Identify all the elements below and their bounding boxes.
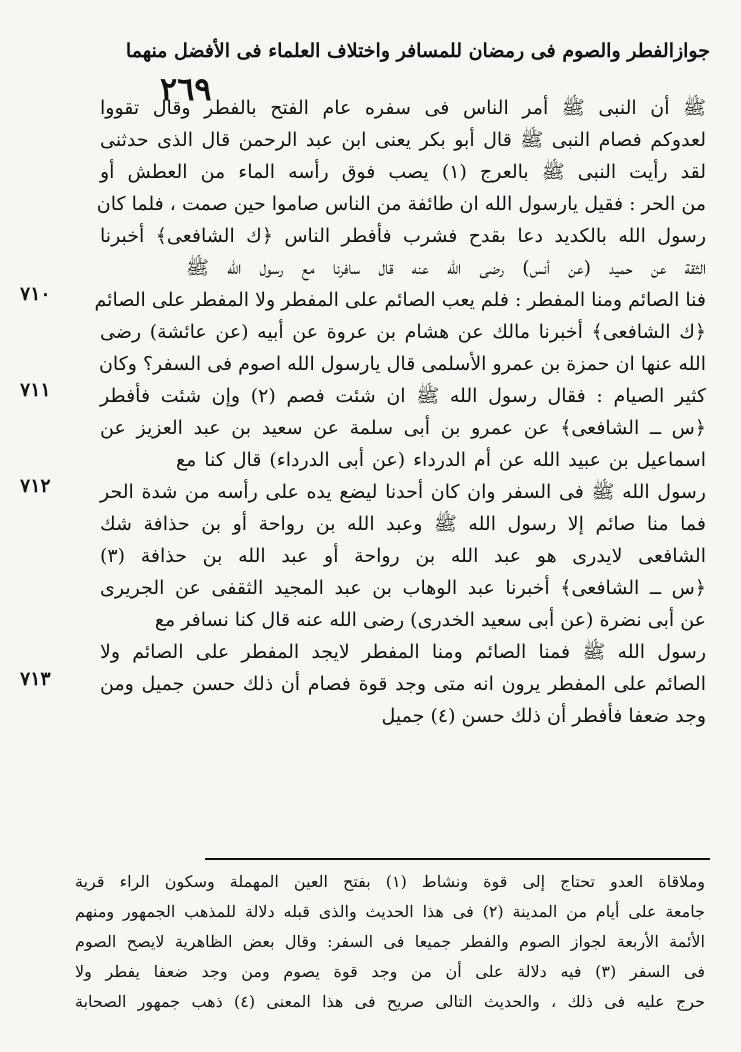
text-line: الشافعى لايدرى هو عبد الله بن رواحة أو عبد الله بن حذافة (٣) — [100, 545, 706, 567]
hadith-number: ٧١٣ — [20, 668, 51, 690]
footnote-divider — [205, 858, 710, 860]
hadith-number: ٧١١ — [20, 379, 51, 401]
text-line: اسماعيل بن عبيد الله عن أم الدرداء (عن أبى الدرداء) قال كنا مع — [176, 449, 706, 471]
footnote-line: وملاقاة العدو تحتاج إلى قوة ونشاط (١) بفتح العين المهملة وسكون الراء قرية — [75, 872, 706, 891]
text-line: لقد رأيت النبى ﷺ بالعرج (١) يصب فوق رأسه الماء من العطش أو — [100, 161, 706, 183]
text-line: رسول الله ﷺ فمنا الصائم ومنا المفطر لايجد المفطر على الصائم ولا — [100, 641, 706, 663]
footnote-line: حرج عليه فى ذلك ، والحديث التالى صريح فى هذا المعنى (٤) ذهب جمهور الصحابة — [75, 992, 705, 1011]
text-line: ﷺ أن النبى ﷺ أمر الناس فى سفره عام الفتح بالفطر وقال تقووا — [100, 97, 706, 119]
hadith-number: ٧١٢ — [20, 475, 51, 497]
text-line: الصائم على المفطر يرون انه متى وجد قوة فصام أن ذلك حسن جميل ومن — [100, 673, 706, 695]
hadith-number: ٧١٠ — [20, 283, 51, 305]
text-line: كثير الصيام : فقال رسول الله ﷺ ان شئت فصم (٢) وإن شئت فأفطر — [100, 385, 706, 407]
text-line: ﴿ك الشافعى﴾ أخبرنا مالك عن هشام بن عروة عن أبيه (عن عائشة) رضى — [100, 321, 706, 343]
page-number: ٢٦٩ — [160, 70, 212, 108]
text-line: الثقة عن حميد (عن أنس) رضى الله عنه قال سافرنا مع رسول الله ﷺ — [186, 257, 706, 279]
running-title: جوازالفطر والصوم فى رمضان للمسافر واختلاف العلماء فى الأفضل منهما — [125, 40, 710, 62]
text-line: رسول الله بالكديد دعا بقدح فشرب فأفطر الناس ﴿ك الشافعى﴾ أخبرنا — [100, 225, 706, 247]
text-line: عن أبى نضرة (عن أبى سعيد الخدرى) رضى الله عنه قال كنا نسافر مع — [154, 609, 706, 631]
text-line: من الحر : فقيل يارسول الله ان طائفة من الناس صاموا حين صمت ، فلما كان — [96, 193, 706, 215]
text-line: فما منا صائم إلا رسول الله ﷺ وعبد الله بن رواحة أو بن حذافة شك — [100, 513, 706, 535]
text-line: لعدوكم فصام النبى ﷺ قال أبو بكر يعنى ابن عبد الرحمن قال الذى حدثنى — [100, 129, 706, 151]
text-line: ﴿س ــ الشافعى﴾ أخبرنا عبد الوهاب بن عبد المجيد الثقفى عن الجريرى — [100, 577, 706, 599]
footnote-line: جامعة على أيام من المدينة (٢) فى هذا الحديث والذى قبله دلالة للمذهب الجمهور ومنهم — [75, 902, 705, 921]
text-line: وجد ضعفا فأفطر أن ذلك حسن (٤) جميل — [381, 705, 706, 727]
text-line: ﴿س ــ الشافعى﴾ عن عمرو بن أبى سلمة عن سعيد بن عبد العزيز عن — [100, 417, 706, 439]
text-line: رسول الله ﷺ فى السفر وان كان أحدنا ليضع يده على رأسه من شدة الحر — [100, 481, 706, 503]
text-line: فنا الصائم ومنا المفطر : فلم يعب الصائم على المفطر ولا المفطر على الصائم — [94, 289, 706, 311]
text-line: الله عنها ان حمزة بن عمرو الأسلمى قال يارسول الله اصوم فى السفر؟ وكان — [98, 353, 706, 375]
footnote-line: فى السفر (٣) فيه دلالة على أن من وجد قوة يصوم ومن وجد ضعفا يفطر ولا — [75, 962, 706, 981]
footnote-line: الأئمة الأربعة لجواز الصوم والفطر جميعا فى السفر: وقال بعض الظاهرية لايصح الصوم — [75, 932, 705, 951]
